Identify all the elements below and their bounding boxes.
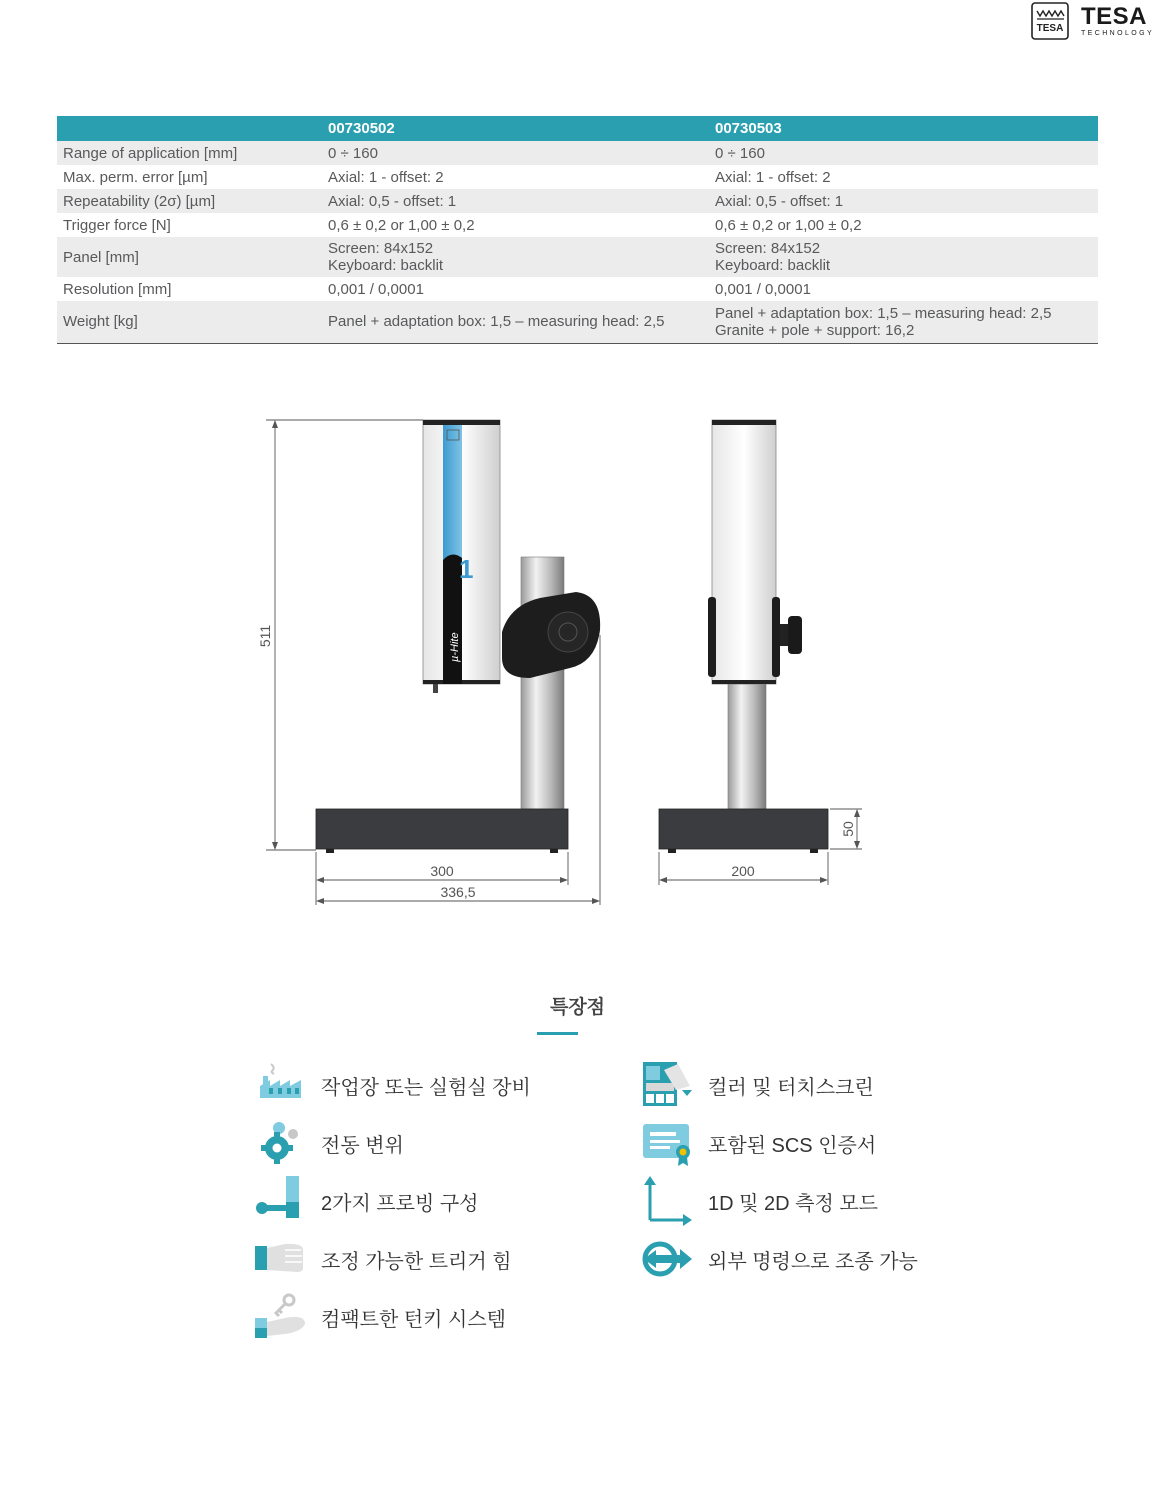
feature-label: 2가지 프로빙 구성 xyxy=(321,1193,479,1215)
spec-value-model-b xyxy=(709,165,1098,189)
brand-name: TESA xyxy=(1081,3,1148,30)
spec-row xyxy=(57,189,1098,213)
spec-value-model-a xyxy=(322,213,709,237)
spec-header-model-b: 00730503 xyxy=(709,116,1098,141)
spec-value-model-b xyxy=(709,213,1098,237)
spec-label: Weight [kg] xyxy=(57,301,322,343)
spec-value-model-b xyxy=(709,189,1098,213)
probe-icon xyxy=(255,1176,305,1226)
tesa-logo xyxy=(1031,2,1155,42)
spec-value-line: Screen: 84x152 xyxy=(715,240,821,257)
spec-value-line: 0 ÷ 160 xyxy=(715,144,765,162)
spec-label: Resolution [mm] xyxy=(63,280,172,298)
spec-value-model-a xyxy=(322,165,709,189)
spec-header-model-a: 00730502 xyxy=(322,116,709,141)
spec-value-model-a xyxy=(322,237,709,277)
side-granite-base xyxy=(659,809,828,849)
spec-label: Trigger force [N] xyxy=(63,216,171,234)
column-brand: µ-Hite xyxy=(449,632,461,662)
tesa-logo-icon xyxy=(1031,2,1069,40)
spec-table xyxy=(57,116,1098,344)
logo-mark-text: TESA xyxy=(1036,23,1064,34)
spec-row xyxy=(57,301,1098,343)
spec-value-line: 0,001 / 0,0001 xyxy=(715,280,811,298)
technical-drawing xyxy=(240,400,880,920)
hand-force-icon xyxy=(255,1234,305,1284)
spec-value-line: Panel + adaptation box: 1,5 – measuring head: 2,5 xyxy=(715,304,1052,322)
spec-value-model-b xyxy=(709,301,1098,343)
spec-value-line: 0,6 ± 0,2 or 1,00 ± 0,2 xyxy=(328,216,475,234)
dim-base-height-label: 50 xyxy=(840,821,856,837)
certificate-icon xyxy=(642,1118,692,1168)
key-hand-icon xyxy=(255,1292,305,1342)
axes-icon xyxy=(642,1176,692,1226)
spec-value-model-b xyxy=(709,237,1098,277)
spec-value-line: Axial: 0,5 - offset: 1 xyxy=(328,192,457,210)
spec-value-model-a xyxy=(322,189,709,213)
feature-label: 1D 및 2D 측정 모드 xyxy=(708,1193,878,1215)
feature-label: 전동 변위 xyxy=(321,1135,404,1157)
front-pole xyxy=(521,557,564,809)
spec-label: Panel [mm] xyxy=(57,237,322,277)
spec-row xyxy=(57,237,1098,277)
side-pole xyxy=(728,684,766,809)
feature-label: 외부 명령으로 조종 가능 xyxy=(708,1251,918,1273)
spec-value-line: Axial: 1 - offset: 2 xyxy=(715,168,831,186)
spec-value-model-a xyxy=(322,277,709,301)
spec-value-line: Panel + adaptation box: 1,5 – measuring head: 2,5 xyxy=(328,313,665,331)
gears-icon xyxy=(255,1118,305,1168)
spec-row xyxy=(57,277,1098,301)
remote-control-icon xyxy=(642,1234,692,1284)
spec-value-model-a xyxy=(322,141,709,165)
spec-row xyxy=(57,141,1098,165)
dim-base-width-label: 300 xyxy=(430,863,454,879)
spec-value-line: 0,6 ± 0,2 or 1,00 ± 0,2 xyxy=(715,216,862,234)
feature-label: 작업장 또는 실험실 장비 xyxy=(321,1077,531,1099)
touchscreen-icon xyxy=(642,1060,692,1110)
spec-label: Repeatability (2σ) [µm] xyxy=(57,189,322,213)
spec-value-line: Axial: 0,5 - offset: 1 xyxy=(715,192,844,210)
spec-value-line: Granite + pole + support: 16,2 xyxy=(715,321,915,339)
spec-value-line: Keyboard: backlit xyxy=(328,257,444,274)
features-title: 특장점 xyxy=(549,997,606,1018)
column-digit: 1 xyxy=(459,554,474,584)
brand-subtitle: TECHNOLOGY xyxy=(1081,30,1155,37)
spec-value-model-a xyxy=(322,301,709,343)
spec-value-model-b xyxy=(709,277,1098,301)
dim-overall-width-label: 336,5 xyxy=(440,884,476,900)
spec-value-line: 0 ÷ 160 xyxy=(328,144,378,162)
spec-header-label xyxy=(57,116,322,141)
spec-value-model-b xyxy=(709,141,1098,165)
spec-label: Max. perm. error [µm] xyxy=(63,168,208,186)
spec-value-line: Screen: 84x152 xyxy=(328,240,434,257)
feature-label: 포함된 SCS 인증서 xyxy=(708,1135,877,1157)
spec-header-row xyxy=(57,116,1098,141)
side-column xyxy=(712,420,776,684)
feature-label: 컴팩트한 턴키 시스템 xyxy=(321,1309,506,1331)
spec-value-line: Axial: 1 - offset: 2 xyxy=(328,168,444,186)
spec-value-line: 0,001 / 0,0001 xyxy=(328,280,424,298)
spec-label: Range of application [mm] xyxy=(57,141,322,165)
factory-icon xyxy=(255,1060,305,1110)
spec-value-line: Keyboard: backlit xyxy=(715,257,831,274)
dim-depth-label: 200 xyxy=(731,863,755,879)
feature-label: 컬러 및 터치스크린 xyxy=(708,1077,874,1099)
features-title-underline xyxy=(537,1032,578,1035)
dim-height-label: 511 xyxy=(257,624,273,648)
front-granite-base xyxy=(316,809,568,849)
spec-row xyxy=(57,213,1098,237)
feature-label: 조정 가능한 트리거 힘 xyxy=(321,1251,512,1273)
spec-row xyxy=(57,165,1098,189)
